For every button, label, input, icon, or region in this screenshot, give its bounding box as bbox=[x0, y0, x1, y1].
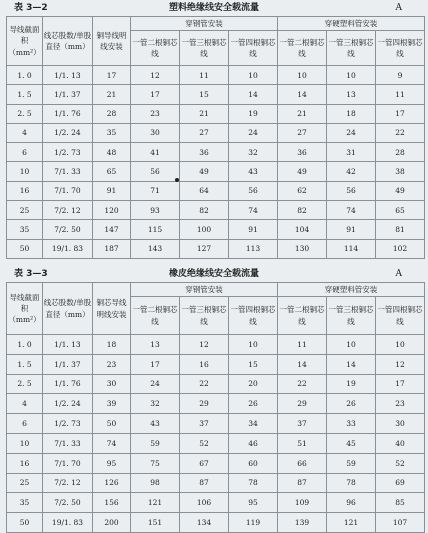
header-steel-pipe: 穿钢管安装 bbox=[131, 283, 278, 297]
table-cell: 14 bbox=[327, 354, 376, 374]
table-cell: 139 bbox=[278, 513, 327, 533]
table-cell: 7/2. 50 bbox=[43, 493, 93, 513]
table-cell: 30 bbox=[93, 374, 131, 394]
table-cell: 21 bbox=[93, 85, 131, 104]
table-cell: 59 bbox=[327, 453, 376, 473]
table-cell: 31 bbox=[327, 143, 376, 162]
table-cell: 7/2. 12 bbox=[43, 473, 93, 493]
table-cell: 30 bbox=[131, 123, 180, 142]
table-cell: 104 bbox=[278, 220, 327, 239]
table-cell: 1. 0 bbox=[7, 335, 43, 355]
table-row bbox=[7, 335, 425, 355]
table-cell: 113 bbox=[229, 239, 278, 258]
table-cell: 102 bbox=[376, 239, 425, 258]
table-cell: 115 bbox=[131, 220, 180, 239]
table-cell: 74 bbox=[327, 201, 376, 220]
table-cell: 37 bbox=[278, 414, 327, 434]
table-cell: 21 bbox=[278, 104, 327, 123]
table-cell: 10 bbox=[7, 433, 43, 453]
table-cell: 41 bbox=[131, 143, 180, 162]
table-cell: 25 bbox=[7, 473, 43, 493]
subheader-cell: 一管三根铜芯线 bbox=[327, 297, 376, 335]
table-cell: 50 bbox=[7, 239, 43, 258]
table-cell: 7/2. 12 bbox=[43, 201, 93, 220]
table-cell: 28 bbox=[93, 104, 131, 123]
table-cell: 10 bbox=[376, 335, 425, 355]
table-title: 塑料绝缘线安全载流量 bbox=[168, 3, 259, 13]
table-cell: 98 bbox=[131, 473, 180, 493]
table-cell: 16 bbox=[180, 354, 229, 374]
subheader-cell: 一管二根铜芯线 bbox=[131, 31, 180, 66]
table-cell: 134 bbox=[180, 513, 229, 533]
table-cell: 49 bbox=[376, 181, 425, 200]
table-cell: 71 bbox=[131, 181, 180, 200]
table-cell: 56 bbox=[229, 181, 278, 200]
table-cell: 126 bbox=[93, 473, 131, 493]
table-cell: 120 bbox=[93, 201, 131, 220]
subheader-cell: 一管三根铜芯线 bbox=[327, 31, 376, 66]
table-cell: 1/1. 37 bbox=[43, 85, 93, 104]
table-cell: 7/2. 50 bbox=[43, 220, 93, 239]
table-cell: 91 bbox=[327, 220, 376, 239]
table-cell: 29 bbox=[180, 394, 229, 414]
table-cell: 1/2. 24 bbox=[43, 394, 93, 414]
table-cell: 7/1. 70 bbox=[43, 453, 93, 473]
table-cell: 10 bbox=[229, 66, 278, 85]
table-cell: 10 bbox=[327, 66, 376, 85]
table-cell: 18 bbox=[327, 104, 376, 123]
table-cell: 45 bbox=[327, 433, 376, 453]
table-cell: 17 bbox=[131, 354, 180, 374]
table-cell: 13 bbox=[131, 335, 180, 355]
subheader-cell: 一管四根铜芯线 bbox=[376, 297, 425, 335]
subheader-cell: 一管二根铜芯线 bbox=[131, 297, 180, 335]
table-cell: 9 bbox=[376, 66, 425, 85]
table-cell: 75 bbox=[131, 453, 180, 473]
subheader-cell: 一管四根铜芯线 bbox=[229, 31, 278, 66]
table-row bbox=[7, 201, 425, 220]
table-3-2-block bbox=[0, 0, 428, 259]
table-cell: 24 bbox=[229, 123, 278, 142]
subheader-cell: 一管二根铜芯线 bbox=[278, 31, 327, 66]
table-row bbox=[7, 354, 425, 374]
table-row bbox=[7, 394, 425, 414]
table-row bbox=[7, 473, 425, 493]
table-caption bbox=[0, 266, 428, 282]
table-cell: 26 bbox=[327, 394, 376, 414]
table-cell: 17 bbox=[131, 85, 180, 104]
table-cell: 26 bbox=[229, 394, 278, 414]
table-cell: 96 bbox=[327, 493, 376, 513]
table-cell: 42 bbox=[327, 162, 376, 181]
table-cell: 15 bbox=[229, 354, 278, 374]
table-cell: 119 bbox=[229, 513, 278, 533]
table-cell: 67 bbox=[180, 453, 229, 473]
table-cell: 91 bbox=[229, 220, 278, 239]
table-cell: 95 bbox=[93, 453, 131, 473]
table-cell: 6 bbox=[7, 414, 43, 434]
table-cell: 10 bbox=[327, 335, 376, 355]
table-cell: 56 bbox=[327, 181, 376, 200]
table-cell: 50 bbox=[93, 414, 131, 434]
table-row bbox=[7, 414, 425, 434]
table-row bbox=[7, 239, 425, 258]
table-cell: 48 bbox=[93, 143, 131, 162]
header-plastic-pipe: 穿硬塑料管安装 bbox=[278, 17, 425, 31]
table-cell: 17 bbox=[376, 104, 425, 123]
table-cell: 12 bbox=[180, 335, 229, 355]
table-cell: 21 bbox=[180, 104, 229, 123]
table-cell: 22 bbox=[278, 374, 327, 394]
table-cell: 32 bbox=[131, 394, 180, 414]
ampacity-table bbox=[6, 282, 425, 533]
table-cell: 17 bbox=[376, 374, 425, 394]
table-row bbox=[7, 162, 425, 181]
table-cell: 19/1. 83 bbox=[43, 513, 93, 533]
table-cell: 18 bbox=[93, 335, 131, 355]
table-cell: 19 bbox=[229, 104, 278, 123]
table-cell: 109 bbox=[278, 493, 327, 513]
table-row bbox=[7, 85, 425, 104]
table-cell: 64 bbox=[180, 181, 229, 200]
table-row bbox=[7, 104, 425, 123]
table-cell: 1. 5 bbox=[7, 85, 43, 104]
table-cell: 23 bbox=[93, 354, 131, 374]
table-cell: 78 bbox=[229, 473, 278, 493]
table-cell: 14 bbox=[278, 354, 327, 374]
header-strands: 线芯股数/单股直径（mm） bbox=[43, 283, 93, 335]
ink-speck bbox=[175, 178, 179, 182]
table-cell: 7/1. 33 bbox=[43, 433, 93, 453]
table-unit: A bbox=[395, 269, 402, 279]
table-cell: 93 bbox=[131, 201, 180, 220]
table-cell: 106 bbox=[180, 493, 229, 513]
table-cell: 15 bbox=[180, 85, 229, 104]
table-cell: 65 bbox=[376, 201, 425, 220]
table-cell: 11 bbox=[180, 66, 229, 85]
table-cell: 74 bbox=[93, 433, 131, 453]
table-cell: 16 bbox=[7, 181, 43, 200]
header-section-area: 导线截面积（mm²） bbox=[7, 283, 43, 335]
table-cell: 1/1. 76 bbox=[43, 104, 93, 123]
table-cell: 130 bbox=[278, 239, 327, 258]
table-row bbox=[7, 513, 425, 533]
table-cell: 14 bbox=[278, 85, 327, 104]
header-open-wiring: 铜导线明线安装 bbox=[93, 17, 131, 66]
table-cell: 200 bbox=[93, 513, 131, 533]
table-cell: 2. 5 bbox=[7, 104, 43, 123]
table-row bbox=[7, 181, 425, 200]
table-row bbox=[7, 143, 425, 162]
table-cell: 60 bbox=[229, 453, 278, 473]
table-cell: 43 bbox=[229, 162, 278, 181]
table-cell: 49 bbox=[180, 162, 229, 181]
table-cell: 30 bbox=[376, 414, 425, 434]
table-cell: 10 bbox=[229, 335, 278, 355]
table-cell: 59 bbox=[131, 433, 180, 453]
header-strands: 线芯股数/单股直径（mm） bbox=[43, 17, 93, 66]
subheader-cell: 一管四根铜芯线 bbox=[376, 31, 425, 66]
table-cell: 114 bbox=[327, 239, 376, 258]
table-cell: 43 bbox=[131, 414, 180, 434]
table-cell: 74 bbox=[229, 201, 278, 220]
table-cell: 51 bbox=[278, 433, 327, 453]
table-cell: 35 bbox=[7, 493, 43, 513]
table-cell: 10 bbox=[7, 162, 43, 181]
subheader-cell: 一管三根铜芯线 bbox=[180, 297, 229, 335]
table-cell: 91 bbox=[93, 181, 131, 200]
table-cell: 121 bbox=[131, 493, 180, 513]
table-cell: 1/2. 73 bbox=[43, 414, 93, 434]
table-cell: 10 bbox=[278, 66, 327, 85]
table-cell: 52 bbox=[376, 453, 425, 473]
table-cell: 12 bbox=[376, 354, 425, 374]
table-3-3-block bbox=[0, 266, 428, 533]
table-cell: 7/1. 33 bbox=[43, 162, 93, 181]
table-cell: 12 bbox=[131, 66, 180, 85]
header-plastic-pipe: 穿硬塑料管安装 bbox=[278, 283, 425, 297]
table-cell: 69 bbox=[376, 473, 425, 493]
table-cell: 24 bbox=[327, 123, 376, 142]
table-cell: 37 bbox=[180, 414, 229, 434]
table-cell: 13 bbox=[327, 85, 376, 104]
table-cell: 32 bbox=[229, 143, 278, 162]
table-cell: 36 bbox=[180, 143, 229, 162]
table-cell: 25 bbox=[7, 201, 43, 220]
table-row bbox=[7, 493, 425, 513]
table-cell: 49 bbox=[278, 162, 327, 181]
table-cell: 65 bbox=[93, 162, 131, 181]
table-cell: 29 bbox=[278, 394, 327, 414]
table-cell: 151 bbox=[131, 513, 180, 533]
table-cell: 7/1. 70 bbox=[43, 181, 93, 200]
table-cell: 16 bbox=[7, 453, 43, 473]
table-cell: 22 bbox=[376, 123, 425, 142]
table-cell: 2. 5 bbox=[7, 374, 43, 394]
table-number: 表 3—2 bbox=[14, 3, 48, 13]
table-cell: 52 bbox=[180, 433, 229, 453]
table-cell: 23 bbox=[131, 104, 180, 123]
table-title: 橡皮绝缘线安全载流量 bbox=[168, 269, 259, 279]
header-section-area: 导线截面积（mm²） bbox=[7, 17, 43, 66]
table-number: 表 3—3 bbox=[14, 269, 48, 279]
table-cell: 78 bbox=[327, 473, 376, 493]
table-cell: 62 bbox=[278, 181, 327, 200]
ampacity-table bbox=[6, 16, 425, 259]
table-row bbox=[7, 220, 425, 239]
table-cell: 56 bbox=[131, 162, 180, 181]
table-cell: 17 bbox=[93, 66, 131, 85]
table-cell: 33 bbox=[327, 414, 376, 434]
table-cell: 38 bbox=[376, 162, 425, 181]
table-cell: 1. 5 bbox=[7, 354, 43, 374]
table-cell: 6 bbox=[7, 143, 43, 162]
table-row bbox=[7, 433, 425, 453]
table-cell: 36 bbox=[278, 143, 327, 162]
table-cell: 107 bbox=[376, 513, 425, 533]
table-cell: 147 bbox=[93, 220, 131, 239]
table-cell: 39 bbox=[93, 394, 131, 414]
table-cell: 1/1. 37 bbox=[43, 354, 93, 374]
table-cell: 28 bbox=[376, 143, 425, 162]
subheader-cell: 一管三根铜芯线 bbox=[180, 31, 229, 66]
table-cell: 50 bbox=[7, 513, 43, 533]
table-cell: 187 bbox=[93, 239, 131, 258]
table-cell: 82 bbox=[180, 201, 229, 220]
table-cell: 46 bbox=[229, 433, 278, 453]
table-cell: 95 bbox=[229, 493, 278, 513]
table-cell: 143 bbox=[131, 239, 180, 258]
table-cell: 121 bbox=[327, 513, 376, 533]
table-row bbox=[7, 66, 425, 85]
table-cell: 19/1. 83 bbox=[43, 239, 93, 258]
table-cell: 1/2. 73 bbox=[43, 143, 93, 162]
table-row bbox=[7, 374, 425, 394]
table-cell: 14 bbox=[229, 85, 278, 104]
table-cell: 4 bbox=[7, 123, 43, 142]
table-cell: 81 bbox=[376, 220, 425, 239]
table-cell: 85 bbox=[376, 493, 425, 513]
header-open-wiring: 铜芯导线明线安装 bbox=[93, 283, 131, 335]
table-cell: 1/1. 13 bbox=[43, 66, 93, 85]
table-cell: 100 bbox=[180, 220, 229, 239]
table-cell: 82 bbox=[278, 201, 327, 220]
table-cell: 23 bbox=[376, 394, 425, 414]
table-cell: 11 bbox=[376, 85, 425, 104]
subheader-cell: 一管二根铜芯线 bbox=[278, 297, 327, 335]
table-cell: 35 bbox=[7, 220, 43, 239]
table-row bbox=[7, 123, 425, 142]
table-cell: 87 bbox=[180, 473, 229, 493]
table-cell: 34 bbox=[229, 414, 278, 434]
table-cell: 40 bbox=[376, 433, 425, 453]
table-unit: A bbox=[395, 3, 402, 13]
table-cell: 11 bbox=[278, 335, 327, 355]
table-cell: 1/1. 76 bbox=[43, 374, 93, 394]
table-cell: 4 bbox=[7, 394, 43, 414]
table-cell: 156 bbox=[93, 493, 131, 513]
table-cell: 1. 0 bbox=[7, 66, 43, 85]
table-cell: 27 bbox=[180, 123, 229, 142]
table-cell: 22 bbox=[180, 374, 229, 394]
table-cell: 19 bbox=[327, 374, 376, 394]
table-row bbox=[7, 453, 425, 473]
table-cell: 27 bbox=[278, 123, 327, 142]
table-cell: 1/2. 24 bbox=[43, 123, 93, 142]
table-cell: 127 bbox=[180, 239, 229, 258]
table-cell: 35 bbox=[93, 123, 131, 142]
table-cell: 1/1. 13 bbox=[43, 335, 93, 355]
subheader-cell: 一管四根铜芯线 bbox=[229, 297, 278, 335]
table-caption bbox=[0, 0, 428, 16]
table-cell: 66 bbox=[278, 453, 327, 473]
table-cell: 87 bbox=[278, 473, 327, 493]
table-cell: 24 bbox=[131, 374, 180, 394]
table-cell: 20 bbox=[229, 374, 278, 394]
header-steel-pipe: 穿钢管安装 bbox=[131, 17, 278, 31]
